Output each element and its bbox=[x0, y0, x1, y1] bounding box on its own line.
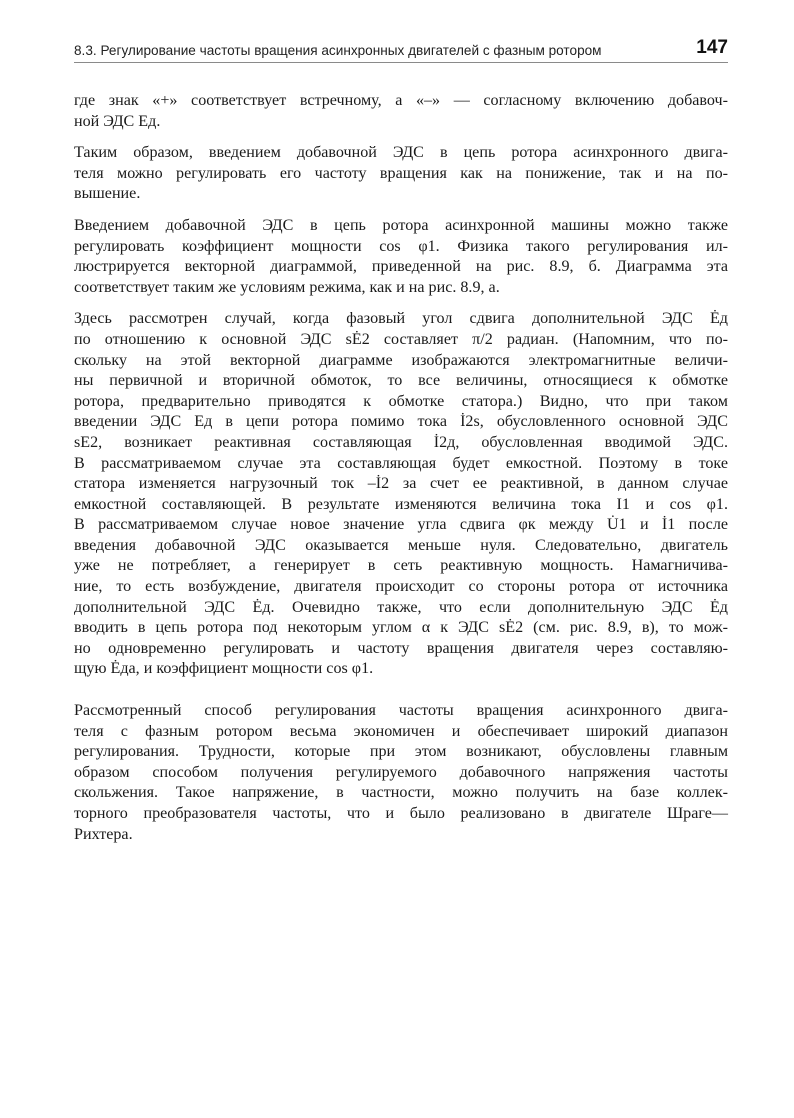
page-body bbox=[74, 91, 728, 856]
text-line: ной ЭДС Eд. bbox=[74, 112, 161, 130]
text-line: статора изменяется нагрузочный ток –İ2 за счет ее реактивной, в данном случае bbox=[74, 475, 728, 493]
text-line: Таким образом, введением добавочной ЭДС в цепь ротора асинхронного двига- bbox=[74, 144, 728, 162]
text-line: Рихтера. bbox=[74, 825, 133, 843]
text-line: Введением добавочной ЭДС в цепь ротора асинхронной машины можно также bbox=[74, 216, 728, 234]
text-line: ние, то есть возбуждение, двигателя происходит со стороны ротора от источника bbox=[74, 578, 728, 596]
text-line: скольку на этой векторной диаграмме изображаются электромагнитные величи- bbox=[74, 351, 728, 369]
paragraph-3 bbox=[74, 216, 728, 298]
text-line: Здесь рассмотрен случай, когда фазовый угол сдвига дополнительной ЭДС Ėд bbox=[74, 310, 728, 328]
text-line: образом способом получения регулируемого добавочного напряжения частоты bbox=[74, 763, 728, 781]
text-line: В рассматриваемом случае эта составляющая будет емкостной. Поэтому в токе bbox=[74, 454, 728, 472]
text-line: люстрируется векторной диаграммой, приведенной на рис. 8.9, б. Диаграмма эта bbox=[74, 258, 728, 276]
paragraph-4 bbox=[74, 309, 728, 680]
text-line: емкостной составляющей. В результате изменяются величина тока I1 и cos φ1. bbox=[74, 495, 728, 513]
text-line: вводить в цепь ротора под некоторым углом α к ЭДС sĖ2 (см. рис. 8.9, в), то мож- bbox=[74, 619, 728, 637]
text-line: sE2, возникает реактивная составляющая İ2д, обусловленная вводимой ЭДС. bbox=[74, 433, 728, 451]
text-line: ротора, предварительно приводятся к обмотке статора.) Видно, что при таком bbox=[74, 392, 728, 410]
paragraph-5 bbox=[74, 701, 728, 845]
paragraph-gap bbox=[74, 691, 728, 701]
text-line: теля с фазным ротором весьма экономичен и обеспечивает широкий диапазон bbox=[74, 722, 728, 740]
text-line: по отношению к основной ЭДС sĖ2 составляет π/2 радиан. (Напомним, что по- bbox=[74, 330, 728, 348]
text-line: введения добавочной ЭДС оказывается меньше нуля. Следовательно, двигатель bbox=[74, 536, 728, 554]
text-line: но одновременно регулировать и частоту вращения двигателя через составляю- bbox=[74, 639, 728, 657]
text-line: введении ЭДС Eд в цепи ротора помимо тока İ2s, обусловленного основной ЭДС bbox=[74, 413, 728, 431]
text-line: В рассматриваемом случае новое значение угла сдвига φк между U̇1 и İ1 после bbox=[74, 516, 728, 534]
running-title: 8.3. Регулирование частоты вращения асинхронных двигателей с фазным ротором bbox=[74, 43, 602, 58]
text-line: уже не потребляет, а генерирует в сеть реактивную мощность. Намагничива- bbox=[74, 557, 728, 575]
text-line: ны первичной и вторичной обмоток, то все величины, относящиеся к обмотке bbox=[74, 372, 728, 390]
text-line: дополнительной ЭДС Ėд. Очевидно также, что если дополнительную ЭДС Ėд bbox=[74, 598, 728, 616]
paragraph-2 bbox=[74, 143, 728, 205]
text-line: щую Ėдa, и коэффициент мощности cos φ1. bbox=[74, 660, 374, 678]
page-number: 147 bbox=[696, 37, 728, 58]
text-line: скольжения. Такое напряжение, в частности, можно получить на базе коллек- bbox=[74, 784, 728, 802]
text-line: регулировать коэффициент мощности cos φ1. Физика такого регулирования ил- bbox=[74, 237, 728, 255]
text-line: регулирования. Трудности, которые при этом возникают, обусловлены главным bbox=[74, 743, 728, 761]
paragraph-1 bbox=[74, 91, 728, 132]
text-line: вышение. bbox=[74, 185, 141, 203]
text-line: Рассмотренный способ регулирования частоты вращения асинхронного двига- bbox=[74, 702, 728, 720]
text-line: теля можно регулировать его частоту вращения как на понижение, так и на по- bbox=[74, 164, 728, 182]
text-line: где знак «+» соответствует встречному, а «–» — согласному включению добавоч- bbox=[74, 92, 728, 109]
page-header bbox=[74, 36, 728, 63]
text-line: соответствует таким же условиям режима, как и на рис. 8.9, а. bbox=[74, 278, 500, 296]
text-line: торного преобразователя частоты, что и было реализовано в двигателе Шраге— bbox=[74, 805, 728, 822]
